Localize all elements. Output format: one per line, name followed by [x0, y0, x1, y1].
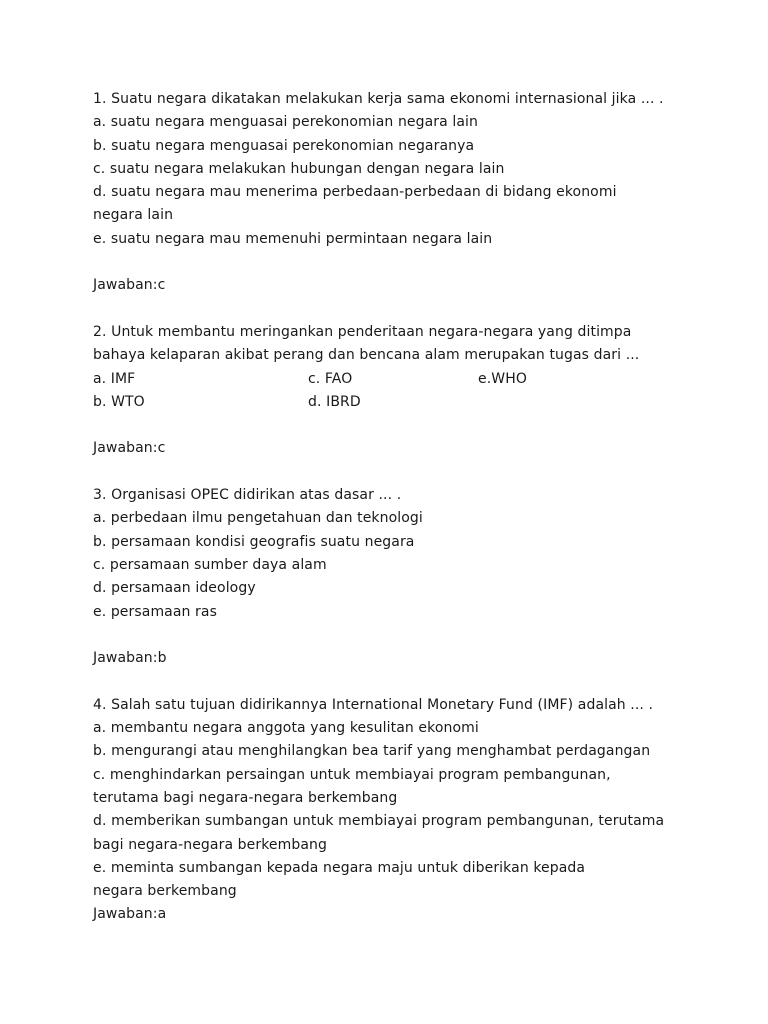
option-a: a. suatu negara menguasai perekonomian negara lain — [93, 114, 479, 131]
answer-text: Jawaban:c — [93, 440, 166, 457]
option-a: a. IMF — [93, 370, 136, 387]
answer-text: Jawaban:a — [93, 906, 167, 923]
answer-text: Jawaban:b — [93, 650, 167, 667]
options-row-1 — [93, 368, 683, 391]
option-d: d. memberikan sumbangan untuk membiayai program pembangunan, terutama bagi negara-negara berkembang — [93, 813, 665, 853]
option-b: b. suatu negara menguasai perekonomian negaranya — [93, 137, 475, 154]
option-e: e. meminta sumbangan kepada negara maju untuk diberikan kepada negara berkembang — [93, 859, 586, 900]
option-c: c. suatu negara melakukan hubungan dengan negara lain — [93, 160, 505, 177]
question-text: 3. Organisasi OPEC didirikan atas dasar ... . — [93, 487, 402, 504]
option-a: a. perbedaan ilmu pengetahuan dan teknologi — [93, 510, 423, 527]
option-c: c. persamaan sumber daya alam — [93, 556, 327, 573]
option-e: e.WHO — [478, 370, 527, 387]
options-row-2 — [93, 391, 683, 414]
question-block-1 — [93, 88, 683, 298]
question-text: 1. Suatu negara dikatakan melakukan kerja sama ekonomi internasional jika ... . — [93, 91, 664, 107]
option-b: b. WTO — [93, 393, 145, 410]
question-text: 4. Salah satu tujuan didirikannya International Monetary Fund (IMF) adalah ... . — [93, 696, 654, 713]
option-d: d. suatu negara mau menerima perbedaan-perbedaan di bidang ekonomi negara lain — [93, 184, 617, 224]
question-text: 2. Untuk membantu meringankan penderitaan negara-negara yang ditimpa bahaya kelaparan akibat perang dan bencana alam merupakan tugas dari ... — [93, 323, 640, 364]
option-b: b. mengurangi atau menghilangkan bea tarif yang menghambat perdagangan — [93, 743, 651, 760]
option-c: c. FAO — [308, 370, 353, 387]
document-page — [93, 88, 683, 927]
question-block-4 — [93, 694, 683, 927]
option-e: e. persamaan ras — [93, 603, 217, 620]
question-block-2 — [93, 321, 683, 461]
option-c: c. menghindarkan persaingan untuk membiayai program pembangunan, terutama bagi negara-negara berkembang — [93, 766, 611, 806]
option-d: d. persamaan ideology — [93, 580, 256, 597]
question-block-3 — [93, 484, 683, 670]
option-d: d. IBRD — [308, 393, 361, 410]
option-b: b. persamaan kondisi geografis suatu negara — [93, 533, 415, 550]
option-a: a. membantu negara anggota yang kesulitan ekonomi — [93, 720, 479, 737]
option-e: e. suatu negara mau memenuhi permintaan negara lain — [93, 230, 493, 247]
answer-text: Jawaban:c — [93, 277, 166, 294]
